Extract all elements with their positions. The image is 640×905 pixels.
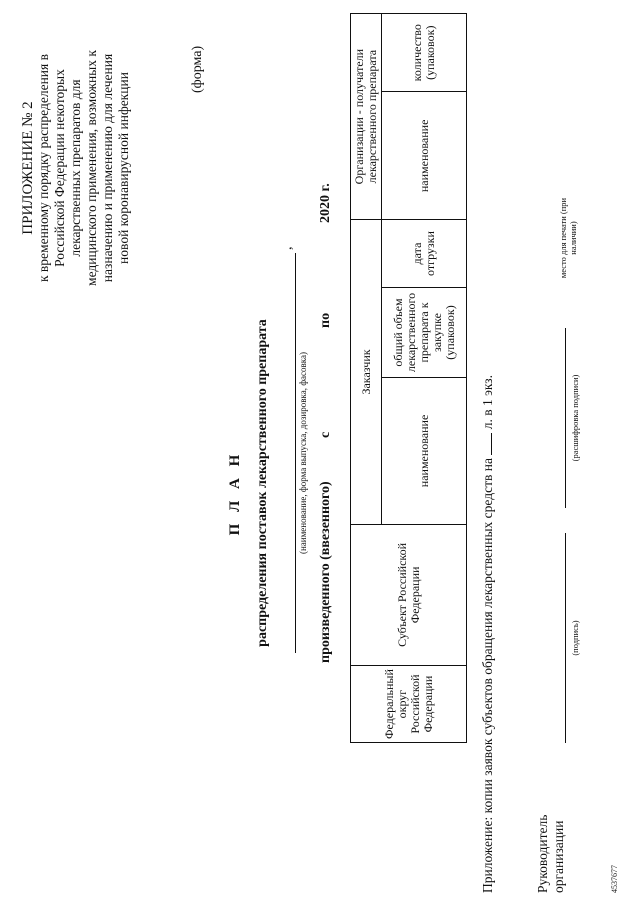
document-sheet bbox=[10, 13, 630, 893]
annex-header bbox=[20, 33, 132, 303]
document-number: 4537677 bbox=[610, 865, 619, 893]
stamp-place-hint: место для печати (при наличии) bbox=[558, 197, 578, 279]
annex-line: Российской Федерации некоторых bbox=[52, 69, 67, 267]
header-customer-name: наименование bbox=[382, 378, 467, 524]
period-to-label: по bbox=[318, 312, 333, 328]
appendix-text-before: Приложение: копии заявок субъектов обращения лекарственных средств на bbox=[480, 458, 495, 893]
period-year-label: 2020 г. bbox=[318, 183, 333, 223]
signature-line bbox=[565, 533, 566, 743]
annex-line: назначению и применению для лечения bbox=[100, 53, 115, 283]
plan-subtitle: распределения поставок лекарственного препарата bbox=[255, 319, 270, 647]
period-from-label: с bbox=[318, 431, 333, 438]
table-header-row bbox=[351, 14, 382, 743]
appendix-sheets-blank bbox=[491, 433, 492, 455]
annex-line: к временному порядку распределения в bbox=[36, 54, 51, 283]
annex-line: новой коронавирусной инфекции bbox=[116, 72, 131, 264]
drug-name-comma: , bbox=[280, 246, 295, 250]
drug-name-line bbox=[295, 253, 296, 653]
plan-title: П Л А Н bbox=[227, 450, 243, 536]
header-recipient-name: наименование bbox=[382, 92, 467, 220]
header-recipients: Организации - получатели лекарственного препарата bbox=[351, 14, 382, 220]
signer-label: Руководитель организации bbox=[535, 814, 566, 893]
header-customer: Заказчик bbox=[351, 220, 382, 524]
form-label: (форма) bbox=[190, 45, 205, 93]
drug-name-hint: (наименование, форма выпуска, дозировка, фасовка) bbox=[298, 351, 308, 555]
annex-title: ПРИЛОЖЕНИЕ № 2 bbox=[20, 101, 36, 235]
transcript-hint: (расшифровка подписи) bbox=[570, 374, 580, 462]
annex-line: медицинского применения, возможных к bbox=[84, 50, 99, 286]
distribution-table bbox=[350, 13, 467, 743]
header-shipment-date: дата отгрузки bbox=[382, 220, 467, 288]
signature-hint: (подпись) bbox=[570, 620, 580, 656]
appendix-note bbox=[480, 375, 496, 893]
header-customer-volume: общий объем лекарственного препарата к закупке (упаковок) bbox=[382, 287, 467, 377]
header-federal-district: Федеральный округ Российской Федерации bbox=[351, 666, 467, 743]
header-subject: Субъект Российской Федерации bbox=[351, 524, 467, 665]
signature-transcript-line bbox=[565, 328, 566, 508]
produced-label: произведенного (ввезенного) bbox=[318, 481, 333, 663]
annex-line: лекарственных препаратов для bbox=[68, 79, 83, 257]
appendix-text-after: л. в 1 экз. bbox=[480, 375, 495, 430]
header-recipient-quantity: количество (упаковок) bbox=[382, 14, 467, 92]
